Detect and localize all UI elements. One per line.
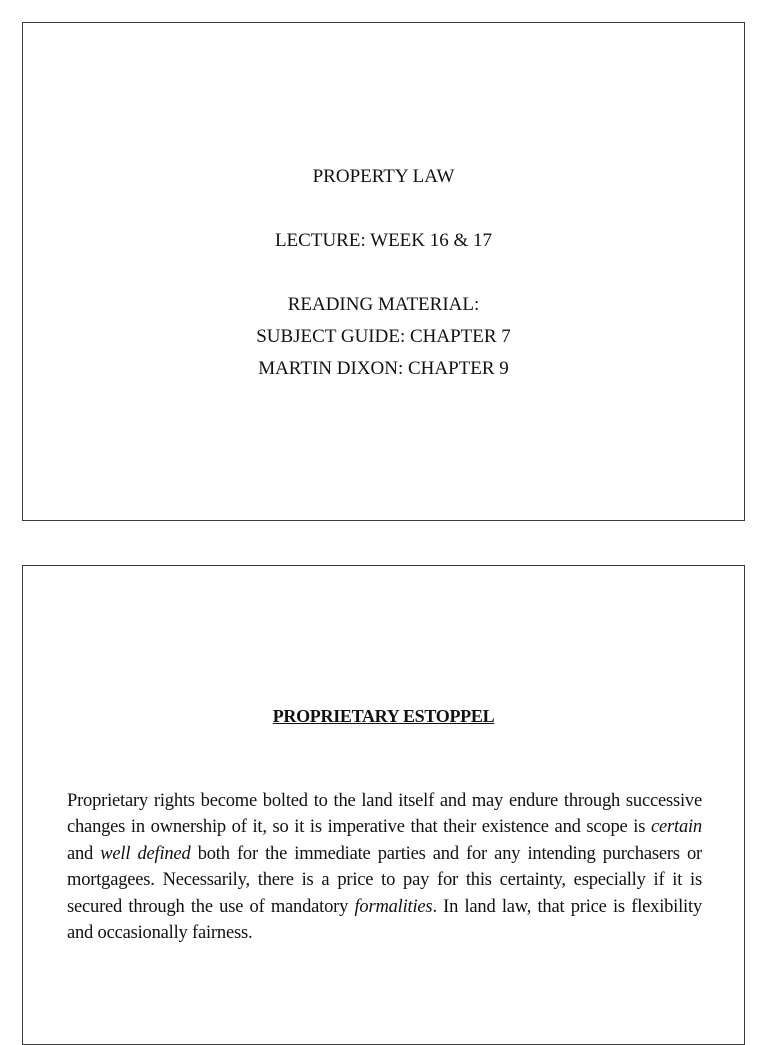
title-block [23, 161, 744, 385]
paragraph-emphasis: well defined [100, 843, 191, 864]
reading-item-subject-guide: SUBJECT GUIDE: CHAPTER 7 [256, 326, 511, 347]
paragraph-emphasis: certain [650, 817, 702, 837]
paragraph-text: both for the immediate parties and for any intending purchasers or mortgagees. Necessarily, there is a price to pay for this certainty, especially if it is secured through the use of mandatory [67, 843, 702, 917]
paragraph-text: and [67, 843, 101, 864]
course-title: PROPERTY LAW [312, 166, 455, 187]
paragraph-text: . In land law, that price is flexibility and occasionally fairness. [67, 896, 702, 943]
reading-item-martin-dixon: MARTIN DIXON: CHAPTER 9 [258, 358, 509, 379]
reading-heading: READING MATERIAL: [287, 294, 480, 315]
spacer [23, 193, 744, 225]
lecture-label: LECTURE: WEEK 16 & 17 [274, 230, 493, 251]
body-paragraph [67, 788, 702, 947]
paragraph-text: Proprietary rights become bolted to the land itself and may endure through successive changes in ownership of it, so it is imperative that their existence and scope is [67, 790, 702, 837]
spacer [23, 257, 744, 289]
slide-title [22, 22, 745, 521]
paragraph-emphasis: formalities [354, 896, 433, 917]
slide-proprietary-estoppel [22, 565, 745, 1045]
section-heading: PROPRIETARY ESTOPPEL [272, 706, 495, 726]
